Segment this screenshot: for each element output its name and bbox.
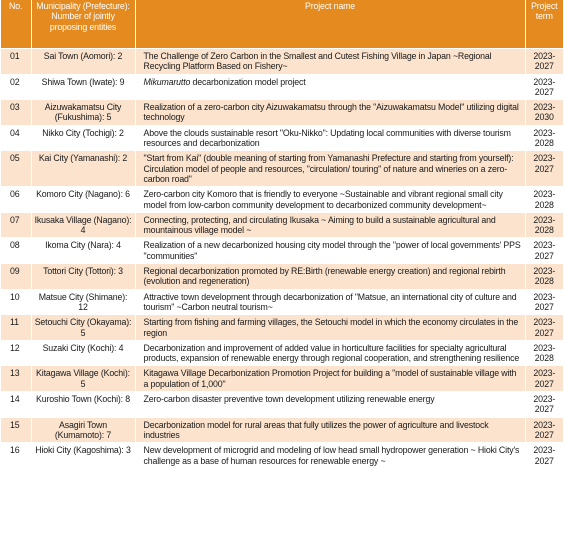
row-number: 07 [1, 212, 31, 238]
project-name-rest: decarbonization model project [190, 76, 306, 87]
header-project-term: Project term [525, 0, 563, 49]
table-header [1, 0, 563, 49]
table-row [1, 366, 563, 392]
table-row [1, 187, 563, 213]
row-number: 12 [1, 340, 31, 366]
table-row [1, 315, 563, 341]
row-project-name: Zero-carbon disaster preventive town development utilizing renewable energy [135, 392, 525, 418]
row-project-term: 2023-2027 [525, 74, 563, 100]
row-municipality: Kuroshio Town (Kochi): 8 [31, 392, 135, 418]
row-number: 10 [1, 289, 31, 315]
row-project-name: Zero-carbon city Komoro that is friendly to everyone ~Sustainable and vibrant regional small city model from low-carbon community development to decarbonized community development~ [135, 187, 525, 213]
row-number: 14 [1, 392, 31, 418]
row-project-term: 2023-2027 [525, 238, 563, 264]
row-project-term: 2023-2028 [525, 264, 563, 290]
projects-table [1, 0, 563, 468]
table-row [1, 289, 563, 315]
row-project-name: New development of microgrid and modeling of low head small hydropower generation ~ Hioki City's challenge as a base of human resources for renewable energy ~ [135, 443, 525, 468]
row-municipality: Nikko City (Tochigi): 2 [31, 125, 135, 151]
row-number: 02 [1, 74, 31, 100]
table-row [1, 264, 563, 290]
row-number: 05 [1, 151, 31, 187]
row-number: 15 [1, 417, 31, 443]
row-project-term: 2023-2027 [525, 315, 563, 341]
table-body [1, 49, 563, 468]
row-project-term: 2023-2027 [525, 392, 563, 418]
row-number: 09 [1, 264, 31, 290]
row-number: 03 [1, 100, 31, 126]
row-municipality: Kai City (Yamanashi): 2 [31, 151, 135, 187]
row-municipality: Aizuwakamatsu City (Fukushima): 5 [31, 100, 135, 126]
table-row [1, 151, 563, 187]
row-municipality: Komoro City (Nagano): 6 [31, 187, 135, 213]
project-name-italic: Mikumarutto [143, 76, 191, 87]
row-municipality: Hioki City (Kagoshima): 3 [31, 443, 135, 468]
table-row [1, 443, 563, 468]
table-row [1, 100, 563, 126]
row-project-name: Realization of a zero-carbon city Aizuwakamatsu through the "Aizuwakamatsu Model" utilizing digital technology [135, 100, 525, 126]
row-project-term: 2023-2027 [525, 151, 563, 187]
table-row [1, 74, 563, 100]
header-municipality: Municipality (Prefecture): Number of jointly proposing entities [31, 0, 135, 49]
row-project-term: 2023-2027 [525, 417, 563, 443]
table-row [1, 125, 563, 151]
row-municipality: Shiwa Town (Iwate): 9 [31, 74, 135, 100]
row-municipality: Setouchi City (Okayama): 5 [31, 315, 135, 341]
table-row [1, 340, 563, 366]
row-project-name: Decarbonization and improvement of added value in horticulture facilities for specialty agricultural products, expansion of renewable energy through regional cooperation, and strengthening resilience [135, 340, 525, 366]
row-number: 08 [1, 238, 31, 264]
row-municipality: Sai Town (Aomori): 2 [31, 49, 135, 75]
row-municipality: Tottori City (Tottori): 3 [31, 264, 135, 290]
row-number: 11 [1, 315, 31, 341]
row-project-name: Kitagawa Village Decarbonization Promotion Project for building a "model of sustainable village with a population of 1,000" [135, 366, 525, 392]
table-row [1, 417, 563, 443]
row-project-name: The Challenge of Zero Carbon in the Smallest and Cutest Fishing Village in Japan ~Regional Recycling Platform Based on Fishery~ [135, 49, 525, 75]
table-row [1, 212, 563, 238]
table-row [1, 49, 563, 75]
row-project-term: 2023-2027 [525, 289, 563, 315]
row-number: 06 [1, 187, 31, 213]
row-project-term: 2023-2027 [525, 443, 563, 468]
row-project-term: 2023-2028 [525, 212, 563, 238]
row-project-name: Regional decarbonization promoted by RE:Birth (renewable energy creation) and regional rebirth (evolution and regeneration) [135, 264, 525, 290]
header-no: No. [1, 0, 31, 49]
row-municipality: Ikoma City (Nara): 4 [31, 238, 135, 264]
row-project-term: 2023-2030 [525, 100, 563, 126]
row-number: 01 [1, 49, 31, 75]
row-project-term: 2023-2027 [525, 366, 563, 392]
header-row [1, 0, 563, 49]
table-row [1, 392, 563, 418]
row-municipality: Suzaki City (Kochi): 4 [31, 340, 135, 366]
table-row [1, 238, 563, 264]
header-project-name: Project name [135, 0, 525, 49]
row-project-name: Above the clouds sustainable resort "Oku-Nikko": Updating local communities with diverse tourism resources and decarbonization [135, 125, 525, 151]
row-number: 16 [1, 443, 31, 468]
row-project-name: Starting from fishing and farming villages, the Setouchi model in which the economy circulates in the region [135, 315, 525, 341]
row-project-term: 2023-2027 [525, 49, 563, 75]
row-number: 13 [1, 366, 31, 392]
row-project-name: Decarbonization model for rural areas that fully utilizes the power of agriculture and livestock industries [135, 417, 525, 443]
row-project-name: Attractive town development through decarbonization of "Matsue, an international city of culture and tourism" ~Carbon neutral tourism~ [135, 289, 525, 315]
row-project-name [135, 74, 525, 100]
row-municipality: Kitagawa Village (Kochi): 5 [31, 366, 135, 392]
row-project-name: Connecting, protecting, and circulating Ikusaka ~ Aiming to build a sustainable agricultural and mountainous village model ~ [135, 212, 525, 238]
row-project-name: "Start from Kai" (double meaning of starting from Yamanashi Prefecture and starting from yourself): Circulation model of people and resources, "circulation/ touring" of nature and wineries on a zero-carbon road" [135, 151, 525, 187]
row-project-name: Realization of a new decarbonized housing city model through the "power of local governments' PPS "communities" [135, 238, 525, 264]
row-municipality: Ikusaka Village (Nagano): 4 [31, 212, 135, 238]
row-project-term: 2023-2028 [525, 340, 563, 366]
row-project-term: 2023-2028 [525, 125, 563, 151]
row-number: 04 [1, 125, 31, 151]
row-municipality: Matsue City (Shimane): 12 [31, 289, 135, 315]
row-project-term: 2023-2028 [525, 187, 563, 213]
row-municipality: Asagiri Town (Kumamoto): 7 [31, 417, 135, 443]
